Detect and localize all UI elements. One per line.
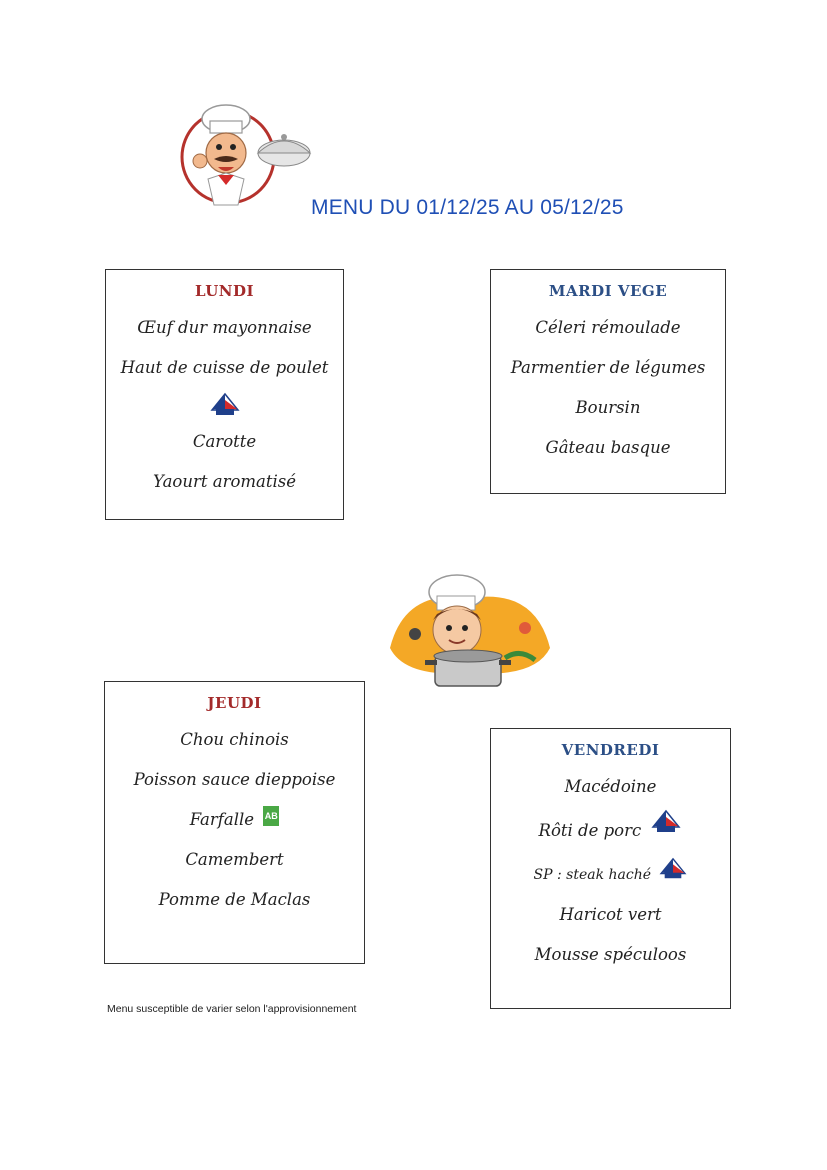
kid-chef-illustration <box>385 568 555 698</box>
viande-francaise-icon <box>210 392 240 418</box>
day-title: VENDREDI <box>561 741 660 759</box>
menu-card-jeudi <box>104 681 365 964</box>
chef-illustration <box>178 95 313 217</box>
dish: Yaourt aromatisé <box>152 472 297 491</box>
dish: Poisson sauce dieppoise <box>133 770 336 789</box>
viande-francaise-icon <box>659 857 687 881</box>
dish: SP : steak haché <box>533 867 652 883</box>
dish-with-badge <box>491 855 730 895</box>
day-title: JEUDI <box>207 694 262 712</box>
dish: Haricot vert <box>559 905 662 924</box>
viande-francaise-icon <box>650 809 682 835</box>
dish: Camembert <box>185 850 284 869</box>
menu-card-mardi <box>490 269 726 494</box>
france-badge <box>106 388 343 422</box>
menu-card-vendredi <box>490 728 731 1009</box>
page-title: MENU DU 01/12/25 AU 05/12/25 <box>311 196 624 219</box>
day-title: MARDI VEGE <box>548 282 668 300</box>
dish: Haut de cuisse de poulet <box>120 358 329 377</box>
dish: Rôti de porc <box>538 821 642 840</box>
dish: Pomme de Maclas <box>158 890 311 909</box>
dish: Carotte <box>192 432 257 451</box>
dish-with-badge <box>105 800 364 840</box>
dish: Céleri rémoulade <box>535 318 681 337</box>
dish: Boursin <box>575 398 641 417</box>
dish: Farfalle <box>189 810 255 829</box>
dish: Chou chinois <box>180 730 289 749</box>
dish: Parmentier de légumes <box>510 358 706 377</box>
day-title: LUNDI <box>194 282 255 300</box>
dish-with-badge <box>491 807 730 855</box>
dish: Macédoine <box>564 777 657 796</box>
dish: Mousse spéculoos <box>534 945 687 964</box>
dish: Gâteau basque <box>545 438 671 457</box>
footer-note: Menu susceptible de varier selon l'approvisionnement <box>107 1003 357 1015</box>
dish: Œuf dur mayonnaise <box>137 318 312 337</box>
menu-card-lundi <box>105 269 344 520</box>
bio-badge <box>263 806 279 826</box>
ab-icon: AB <box>264 811 278 821</box>
